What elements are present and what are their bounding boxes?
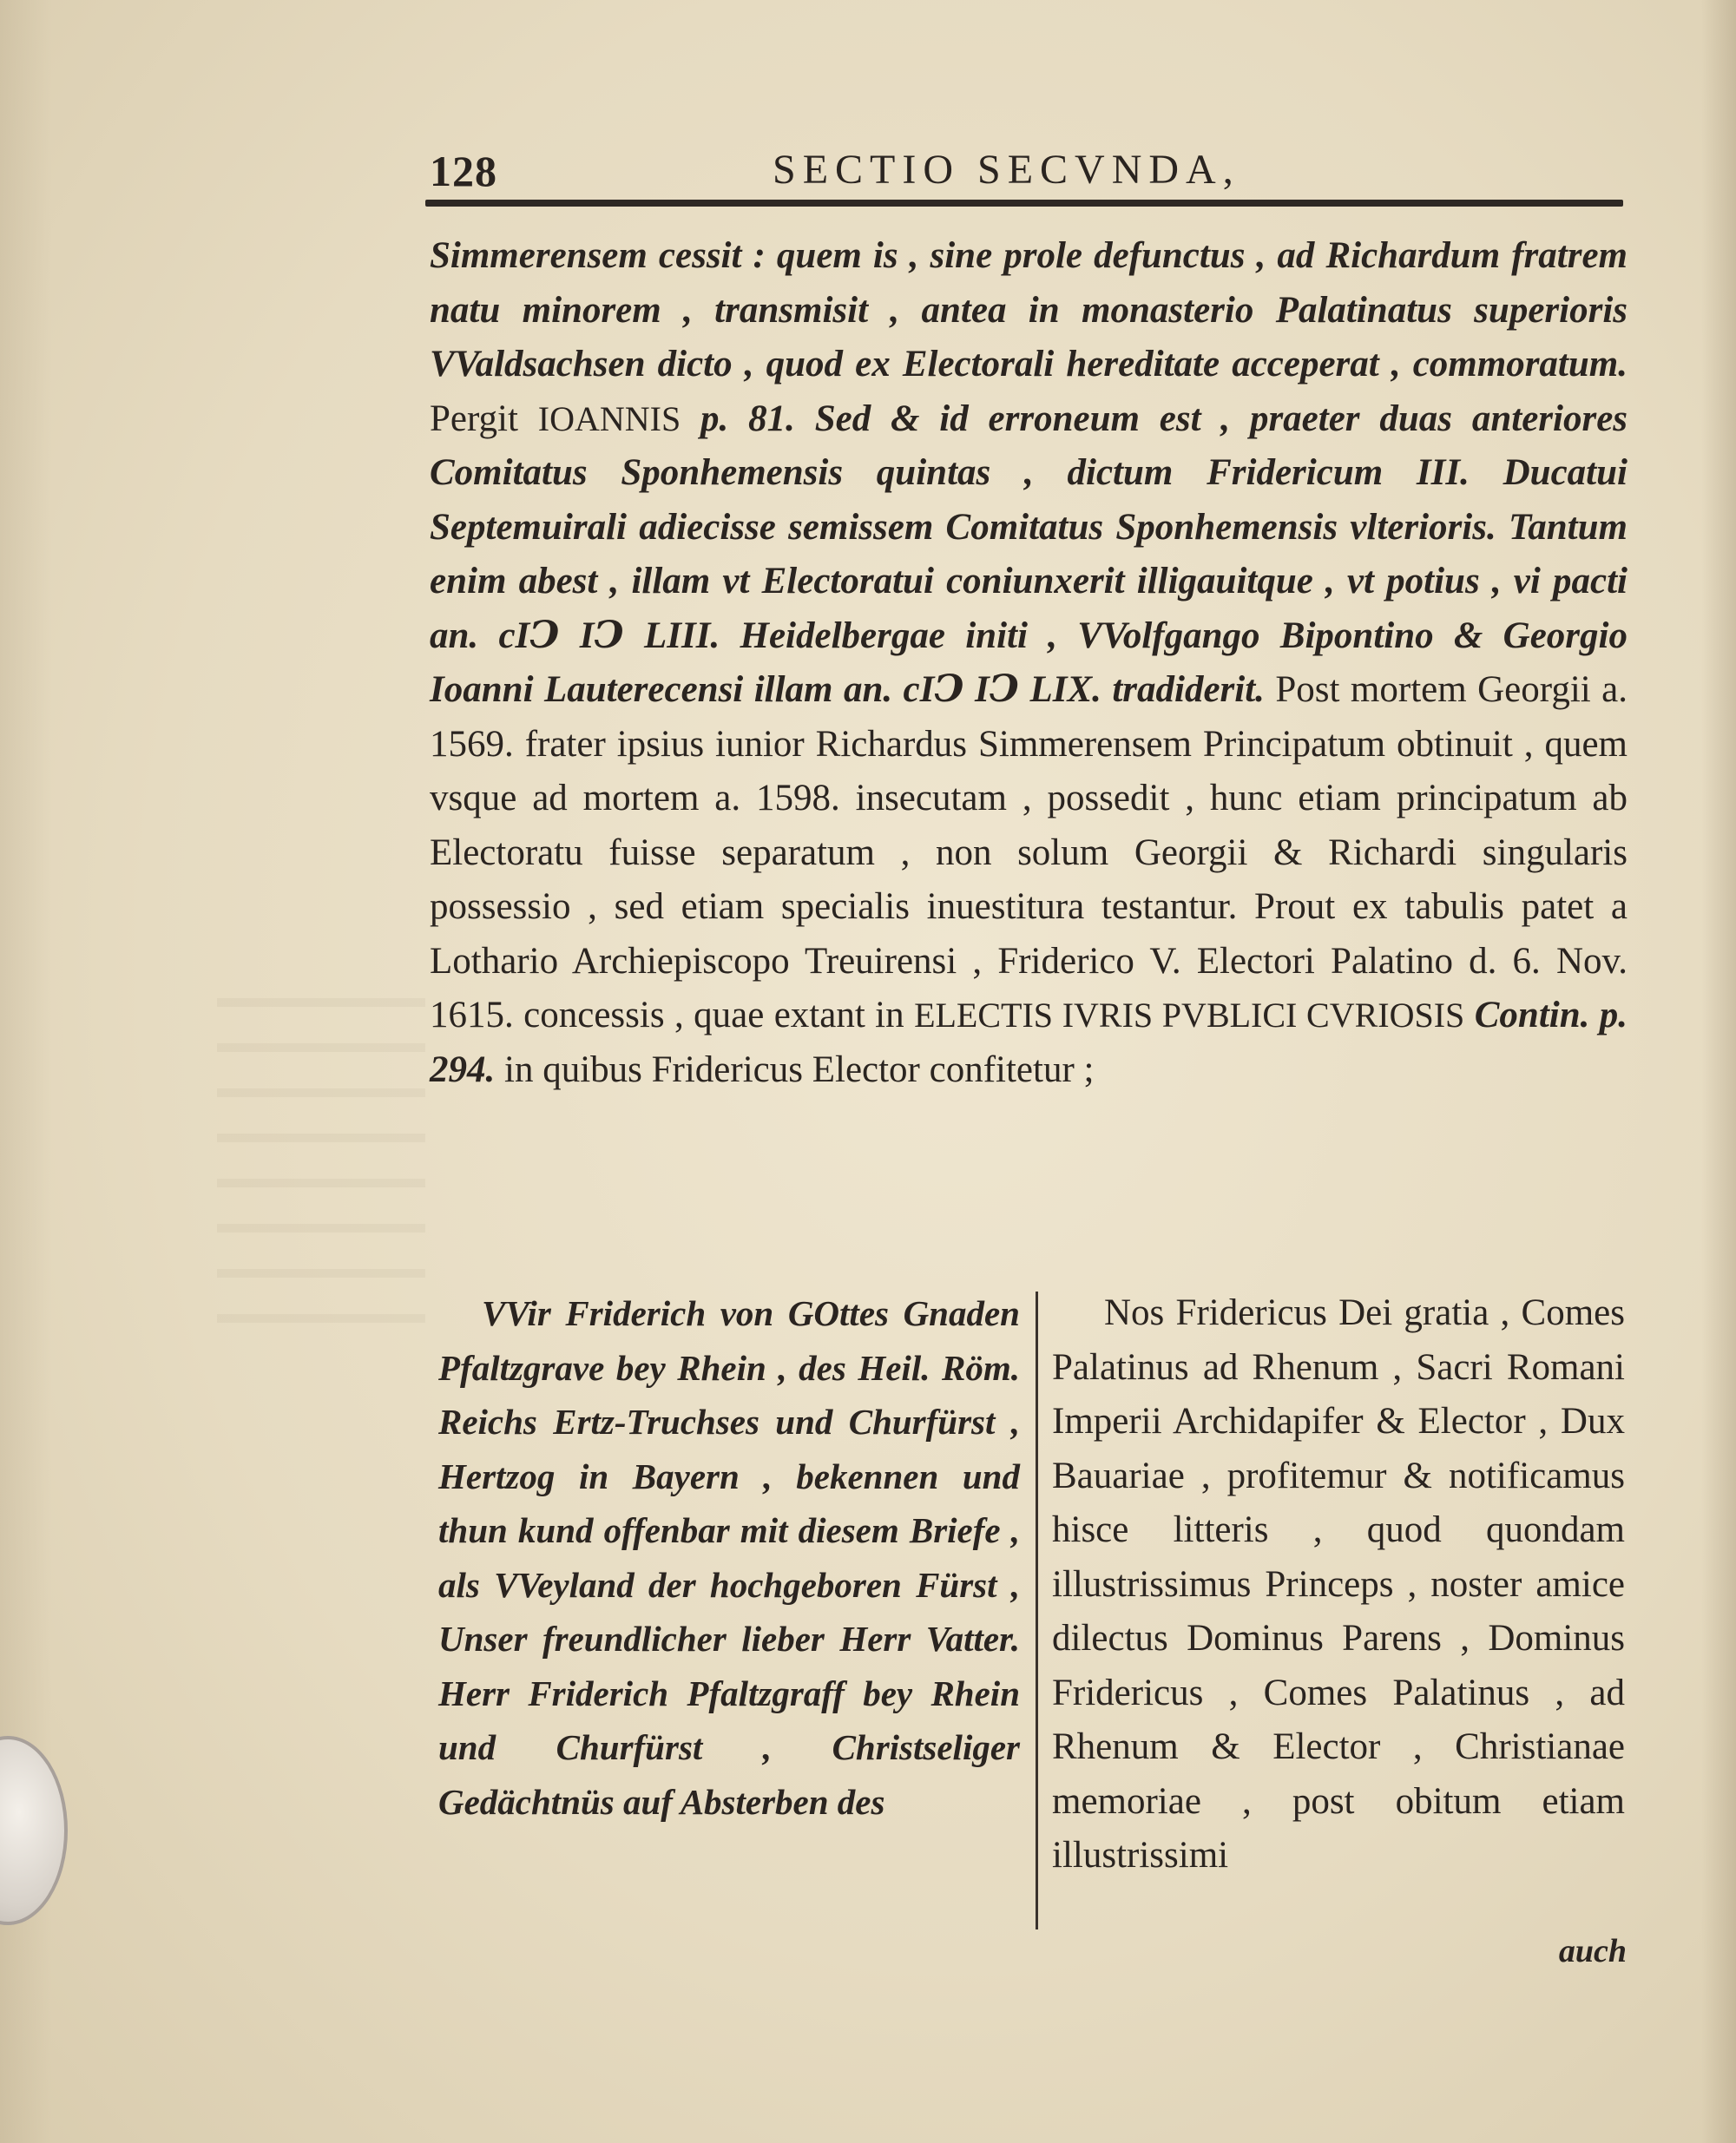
page-number: 128 — [430, 147, 497, 195]
section-title: SECTIO SECVNDA, — [773, 147, 1240, 193]
header-rule — [425, 200, 1623, 207]
latin-column: Nos Fridericus Dei gratia , Comes Palatinus ad Rhenum , Sacri Romani Imperii Archidapifer & Elector , Dux Bauariae , profitemur & notificamus hisce litteris , quod quondam illustrissimus Princeps , noster amice dilectus Dominus Parens , Dominus Fridericus , Comes Palatinus , ad Rhenum & Elector , Christianae memoriae , post obitum etiam illustrissimi — [1052, 1292, 1625, 1876]
continuation-reference: Contin. p. 294. — [430, 995, 1628, 1090]
thumb-icon — [0, 1736, 68, 1925]
source-title: ELECTIS IVRIS PVBLICI CVRIOSIS — [914, 996, 1465, 1035]
main-paragraph — [430, 229, 1628, 1097]
column-divider — [1036, 1292, 1038, 1929]
italic-quote-2: Sed & id erroneum est , praeter duas anteriores Comitatus Sponhemensis quintas , dictum Fridericum III. Ducatui Septemuirali adiecisse semissem Comitatus Sponhemensis vlterioris. Tantum enim abest , illam vt Electoratui coniunxerit illigauitque , vt potius , vi pacti an. cIↃ IↃ LIII. Heidelbergae initi , VVolfgango Bipontino & Georgio Ioanni Lauterecensi illam an. cIↃ IↃ LIX. tradiderit. — [430, 398, 1628, 710]
tail-text: in quibus Fridericus Elector confitetur ; — [504, 1048, 1095, 1090]
roman-text: Post mortem Georgii a. 1569. frater ipsius iunior Richardus Simmerensem Principatum obtinuit , quem vsque ad mortem a. 1598. insecutam , possedit , hunc etiam principatum ab Electoratu fuisse separatum , non solum Georgii & Richardi singularis possessio , sed etiam specialis inuestitura testantur. Prout ex tabulis patet a Lothario Archiepiscopo Treuirensi , Friderico V. Electori Palatino d. 6. Nov. 1615. concessis , quae extant in — [430, 669, 1628, 1035]
page-edge-shadow — [1701, 0, 1736, 2143]
german-column: VVir Friderich von GOttes Gnaden Pfaltzgrave bey Rhein , des Heil. Röm. Reichs Ertz-Truchses und Churfürst , Hertzog in Bayern , bekennen und thun kund offenbar mit diesem Briefe , als VVeyland der hochgeboren Fürst , Unser freundlicher lieber Herr Vatter. Herr Friderich Pfaltzgraff bey Rhein und Churfürst , Christseliger Gedächtnüs auf Absterben des — [438, 1293, 1020, 1822]
pergit-text: Pergit — [430, 398, 518, 439]
running-header — [430, 146, 1623, 198]
italic-quote: Simmerensem cessit : quem is , sine prole defunctus , ad Richardum fratrem natu minorem , transmisit , antea in monasterio Palatinatus superioris VValdsachsen dicto , quod ex Electorali hereditate acceperat , commoratum. — [430, 235, 1628, 385]
page-reference: p. 81. — [700, 398, 795, 439]
show-through-bleed — [217, 998, 425, 1328]
author-ioannis: IOANNIS — [537, 398, 681, 438]
catchword: auch — [1558, 1933, 1627, 1969]
